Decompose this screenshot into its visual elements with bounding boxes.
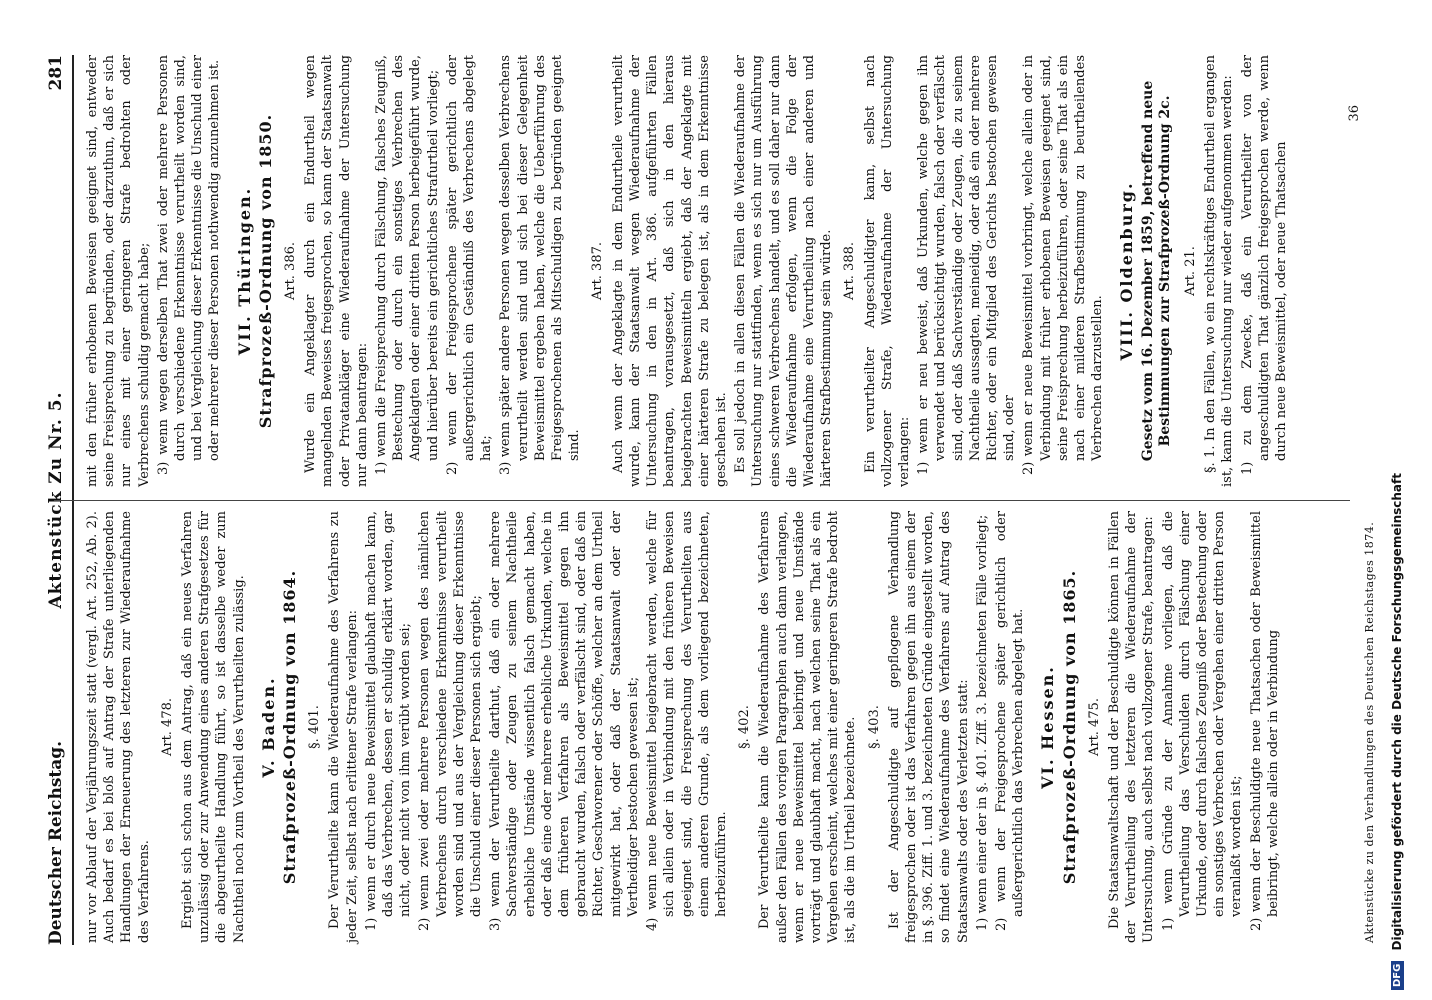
- art-387-text-2: Es soll jedoch in allen diesen Fällen die Wiederaufnahme der Untersuchung nur stattfinden, wenn es sich nur um Ausführung eines schweren Verbrechens handelt, und es soll daher nur dann die Wiederaufnahme erfolgen, wenn die Folge der Wiederaufnahme eine Verurtheilung nach einer anderen und härteren Strafbestimmung sein würde.: [733, 55, 835, 487]
- section-v-title: V. Baden.: [258, 676, 278, 778]
- par-402-heading: §. 402.: [737, 705, 753, 749]
- par-401-intro: Der Verurtheilte kann die Wiederaufnahme des Verfahrens zu jeder Zeit, selbst nach erlittener Strafe verlangen:: [327, 511, 360, 943]
- footnote: Aktenstücke zu den Verhandlungen des Deutschen Reichstages 1874.: [1363, 521, 1376, 943]
- art-388-heading: Art. 388.: [842, 241, 858, 301]
- right-intro-item: 3) wenn wegen derselben That zwei oder mehrere Personen durch verschiedene Erkenntnisse verurtheilt worden sind, und bei Vergleichung dieser Erkenntnisse die Unschuld einer oder mehrerer dieser Personen nothwendig anzunehmen ist.: [155, 55, 223, 475]
- section-vii-title: VII. Thüringen.: [234, 186, 254, 356]
- bottom-page-number: 36: [1347, 105, 1362, 122]
- art-388-item: 1) wenn er neu beweist, daß Urkunden, welche gegen ihn verwendet und berücksichtigt wurden, falsch oder verfälscht sind, oder daß Sachverständige oder Zeugen, die zu seinem Nachtheile aussagten, meineidig, oder daß ein oder mehrere Richter, oder ein Mitglied des Gerichts bestochen gewesen sind, oder: [916, 55, 1018, 475]
- section-v-subtitle: Strafprozeß-Ordnung von 1864.: [280, 569, 300, 885]
- right-column: [84, 55, 1366, 487]
- par-401-heading: §. 401.: [307, 705, 323, 749]
- art-478-text: Ergiebt sich schon aus dem Antrag, daß ein neues Verfahren unzulässig oder zur Anwendung eines anderen Strafgesetzes für die abgeurtheilte Handlung führt, so ist dasselbe weder zum Nachtheil noch zum Vortheil des Verurtheilten zulässig.: [180, 511, 247, 943]
- par-403-item: 1) wenn einer der in §. 401. Ziff. 3. bezeichneten Fälle vorliegt;: [974, 514, 990, 931]
- side-credit: [1382, 0, 1412, 1000]
- par-401-item: 4) wenn neue Beweismittel beigebracht werden, welche für sich allein oder in Verbindung mit den früheren Beweisen geeignet sind, die Freisprechung des Verurtheilten aus einem anderen Grunde, als dem vorliegend bezeichneten, herbeizuführen.: [645, 511, 729, 931]
- rotated-document-page: [20, 25, 1380, 975]
- art-386-item: 1) wenn die Freisprechung durch Fälschung, falsches Zeugniß, Bestechung oder durch ein sonstiges Verbrechen des Angeklagten oder einer dritten Person herbeigeführt wurde, und hierüber bereits ein gerichtliches Strafurtheil vorliegt;: [374, 55, 441, 475]
- header-attachment: Aktenstück Zu Nr. 5.: [46, 391, 66, 609]
- art-21-text: §. 1. In den Fällen, wo ein rechtskräftiges Endurtheil ergangen ist, kann die Untersuchung nur wieder aufgenommen werden:: [1203, 55, 1236, 487]
- art-475-heading: Art. 475.: [1086, 697, 1102, 757]
- art-386-intro: Wurde ein Angeklagter durch ein Endurtheil wegen mangelnden Beweises freigesprochen, so kann der Staatsanwalt oder Privatankläger eine Wiederaufnahme der Untersuchung nur dann beantragen:: [303, 55, 370, 487]
- dfg-logo-icon: DFG: [1391, 961, 1404, 990]
- par-402-text: Der Verurtheilte kann die Wiederaufnahme des Verfahrens außer den Fällen des vorigen Paragraphen auch dann verlangen, wenn er neue Beweismittel beibringt und neue Umstände vorträgt und glaubhaft macht, nach welchen seine That als ein Vergehen erscheint, welches mit einer geringeren Strafe bedroht ist, als die im Urtheil bezeichnete.: [757, 511, 859, 943]
- header-page-number: 281: [46, 55, 66, 91]
- header-title: Deutscher Reichstag.: [46, 740, 66, 945]
- art-475-item: 1) wenn Gründe zu der Annahme vorliegen, daß die Verurtheilung das Verschulden durch Fälschung einer Urkunde, oder durch falsches Zeugniß oder Bestechung oder ein sonstiges Verbrechen oder Vergehen einer dritten Person veranlaßt worden ist;: [1160, 511, 1245, 931]
- credit-text: Digitalisierung gefördert durch die Deutsche Forschungsgemeinschaft: [1390, 473, 1404, 951]
- par-403-heading: §. 403.: [866, 705, 882, 749]
- section-vi-title: VI. Hessen.: [1038, 665, 1058, 789]
- art-475-intro: Die Staatsanwaltschaft und der Beschuldigte können in Fällen der Verurtheilung des letzteren die Wiederaufnahme der Untersuchung, auch selbst nach vollzogener Strafe, beantragen:: [1106, 511, 1157, 943]
- art-388-intro: Ein verurtheilter Angeschuldigter kann, selbst nach vollzogener Strafe, Wiederaufnahme der Untersuchung verlangen:: [862, 55, 912, 487]
- section-vii-subtitle: Strafprozeß-Ordnung von 1850.: [255, 113, 275, 429]
- art-386-heading: Art. 386.: [283, 241, 299, 301]
- art-386-item: 2) wenn der Freigesprochene später gerichtlich oder außergerichtlich ein Geständniß des Verbrechens abgelegt hat;: [444, 55, 495, 475]
- par-403-item: 2) wenn der Freigesprochene später gerichtlich oder außergerichtlich das Verbrechen abgelegt hat.: [993, 511, 1027, 931]
- art-388-item: 2) wenn er neue Beweismittel vorbringt, welche allein oder in Verbindung mit früher erhobenen Beweisen geeignet sind, seine Freisprechung herbeizuführen, oder seine That als ein nach einer milderen Strafbestimmung zu beurtheilendes Verbrechen darzustellen.: [1021, 55, 1106, 475]
- par-403-text: Ist der Angeschuldigte auf gepflogene Verhandlung freigesprochen oder ist das Verfahren gegen ihn aus einem der in §. 396. Ziff. 1. und 3. bezeichneten Gründe eingestellt worden, so findet eine Wiederaufnahme des Verfahrens auf Antrag des Staatsanwalts oder des Verletzten statt:: [886, 511, 971, 943]
- left-intro: nur vor Ablauf der Verjährungszeit statt (vergl. Art. 252, Ab. 2). Auch bedarf es bei bloß auf Antrag der Strafe unterliegenden Handlungen der Erneuerung des letzteren zur Wiederaufnahme des Verfahrens.: [85, 511, 152, 943]
- column-divider: [54, 500, 1350, 501]
- art-21-heading: Art. 21.: [1182, 246, 1198, 296]
- art-387-heading: Art. 387.: [590, 241, 606, 301]
- par-401-item: 1) wenn er durch neue Beweismittel glaubhaft machen kann, daß das Verbrechen, dessen er schuldig erklärt worden, gar nicht, oder nicht von ihm verübt worden sei;: [363, 511, 414, 931]
- art-387-text: Auch wenn der Angeklagte in dem Endurtheile verurtheilt wurde, kann der Staatsanwalt wegen Wiederaufnahme der Untersuchung in den in Art. 386. aufgeführten Fällen beantragen, vorausgesetzt, daß sich in den hieraus beigebrachten Beweismitteln ergiebt, daß der Angeklagte mit einer härteren Strafe zu belegen ist, als in dem Erkenntnisse geschehen ist.: [610, 55, 729, 487]
- art-386-item: 3) wenn später andere Personen wegen desselben Verbrechens verurtheilt werden sind und sich bei dieser Gelegenheit Beweismittel ergeben haben, welche die Ueberführung des Freigesprochenen als Mitschuldigen zu begründen geeignet sind.: [498, 55, 583, 475]
- par-401-item: 2) wenn zwei oder mehrere Personen wegen des nämlichen Verbrechens durch verschiedene Erkenntnisse verurtheilt worden sind und aus der Vergleichung dieser Erkenntnisse die Unschuld einer dieser Personen sich ergiebt;: [417, 511, 485, 931]
- section-vi-subtitle: Strafprozeß-Ordnung von 1865.: [1059, 569, 1079, 885]
- art-21-item: 1) zu dem Zwecke, daß ein Verurtheilter von der angeschuldigten That gänzlich freigesprochen werde, wenn durch neue Beweismittel, oder neue Thatsachen: [1239, 55, 1289, 475]
- art-475-item: 2) wenn der Beschuldigte neue Thatsachen oder Beweismittel beibringt, welche allein oder in Verbindung: [1248, 511, 1281, 931]
- section-viii-subtitle: Gesetz vom 16. Dezember 1859, betreffend neue Bestimmungen zur Strafprozeß-Ordnung 2c.: [1139, 80, 1173, 462]
- art-478-heading: Art. 478.: [159, 697, 175, 757]
- section-viii-title: VIII. Oldenburg.: [1117, 181, 1137, 361]
- par-401-item: 3) wenn der Verurtheilte darthut, daß ein oder mehrere Sachverständige oder Zeugen zu seinem Nachtheile erhebliche Umstände wissentlich falsch gemacht haben, oder daß eine oder mehrere erhebliche Urkunden, welche in dem früheren Verfahren als Beweismittel gegen ihn gebraucht wurden, falsch oder verfälscht sind, oder daß ein Richter, Geschworener oder Schöffe, welcher an dem Urtheil mitgewirkt hat, oder daß der Staatsanwalt oder der Vertheidiger bestochen gewesen ist;: [488, 511, 641, 931]
- left-column: [84, 511, 1366, 943]
- right-intro: mit den früher erhobenen Beweisen geeignet sind, entweder seine Freisprechung zu begründen, oder darzuthun, daß er sich nur eines mit einer geringeren Strafe bedrohten oder Verbrechens schuldig gemacht habe;: [85, 55, 152, 487]
